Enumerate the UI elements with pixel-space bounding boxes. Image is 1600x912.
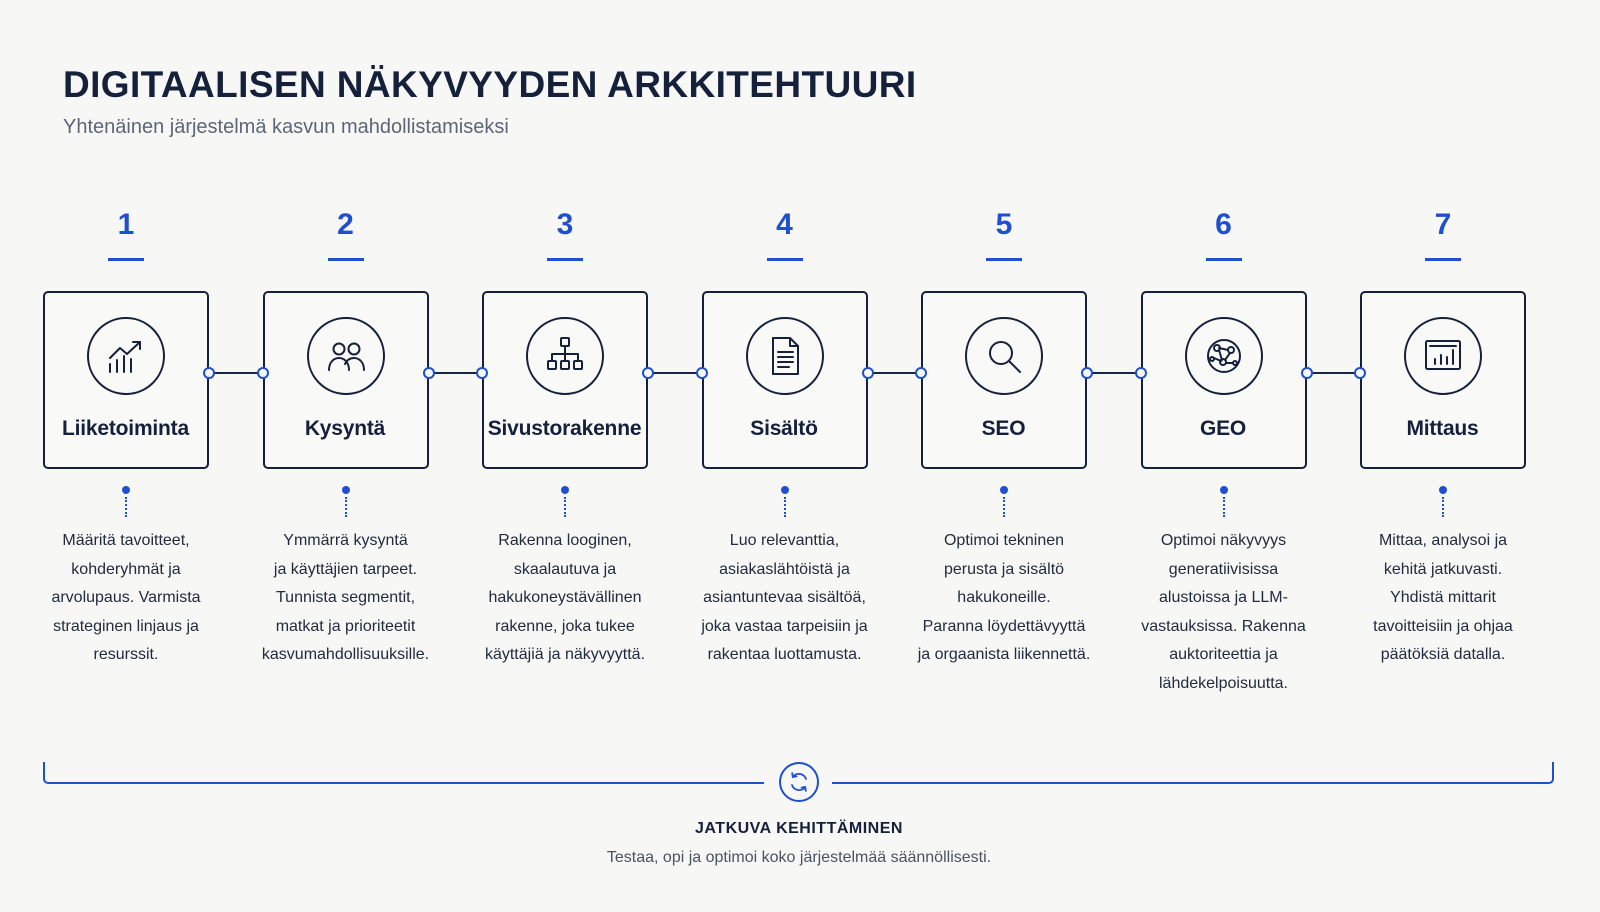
step-card [263, 291, 429, 469]
description-dashed-line [784, 497, 786, 517]
description-line: Luo relevanttia, [729, 532, 840, 549]
step-card [1360, 291, 1526, 469]
step-label: SEO [981, 417, 1026, 440]
description-line: hakukoneystävällinen [488, 589, 642, 606]
description-line: asiantuntevaa sisältöä, [703, 589, 866, 606]
step-number: 4 [776, 208, 793, 241]
description-line: vastauksissa. Rakenna [1141, 617, 1306, 635]
connector-node [915, 367, 927, 379]
description-line: kasvumahdollisuuksille. [261, 646, 430, 663]
step-number-underline [1425, 258, 1461, 261]
step-label: Kysyntä [304, 417, 386, 440]
step-number-underline [547, 258, 583, 261]
step-number-underline [986, 258, 1022, 261]
page-title: DIGITAALISEN NÄKYVYYDEN ARKKITEHTUURI [63, 64, 917, 105]
description-dashed-line [1442, 497, 1444, 517]
connector-node [862, 367, 874, 379]
connector-node [1301, 367, 1313, 379]
step-card [921, 291, 1087, 469]
network-globe-icon [1185, 317, 1263, 395]
users-icon [307, 317, 385, 395]
connector-node [642, 367, 654, 379]
description-line: Paranna löydettävyyttä [922, 617, 1086, 635]
description-dot [342, 486, 350, 494]
description-line: arvolupaus. Varmista [51, 589, 201, 606]
description-dot [122, 486, 130, 494]
description-line: skaalautuva ja [513, 560, 617, 578]
step-number: 5 [995, 208, 1013, 241]
step-number-underline [108, 258, 144, 261]
refresh-cycle-icon [779, 762, 819, 802]
step-label: Sisältö [750, 417, 818, 440]
step-number-underline [1206, 258, 1242, 261]
connector-node [476, 367, 488, 379]
step-description [1348, 527, 1538, 670]
description-line: perusta ja sisältö [943, 560, 1065, 578]
connector-node [257, 367, 269, 379]
description-dot [1220, 486, 1228, 494]
step-description [470, 527, 660, 670]
step-connector [1087, 372, 1141, 374]
step-number: 2 [337, 208, 354, 241]
connector-node [203, 367, 215, 379]
step-connector [648, 372, 702, 374]
description-dashed-line [1223, 497, 1225, 517]
description-line: tavoitteisiin ja ohjaa [1373, 617, 1513, 635]
description-line: Rakenna looginen, [498, 532, 632, 549]
step-connector [868, 372, 922, 374]
description-line: Määritä tavoitteet, [62, 532, 190, 549]
footer-title: JATKUVA KEHITTÄMINEN [695, 820, 903, 837]
step-number: 3 [556, 208, 574, 241]
description-line: kohderyhmät ja [71, 560, 181, 578]
step-label: Mittaus [1406, 417, 1479, 440]
description-line: Mittaa, analysoi ja [1378, 532, 1508, 549]
step-number-underline [767, 258, 803, 261]
description-line: auktoriteettia ja [1169, 646, 1278, 663]
description-line: matkat ja prioriteetit [275, 617, 416, 635]
sitemap-icon [526, 317, 604, 395]
description-dashed-line [564, 497, 566, 517]
page-subtitle: Yhtenäinen järjestelmä kasvun mahdollistamiseksi [63, 116, 509, 138]
document-icon [746, 317, 824, 395]
description-dashed-line [1003, 497, 1005, 517]
step-card [702, 291, 868, 469]
description-dashed-line [345, 497, 347, 517]
description-line: joka vastaa tarpeisiin ja [701, 617, 868, 635]
step-label: Sivustorakenne [487, 417, 642, 440]
step-description [1129, 527, 1319, 698]
step-number: 7 [1434, 208, 1452, 241]
step-connector [209, 372, 263, 374]
description-line: päätöksiä datalla. [1380, 646, 1506, 663]
description-dot [781, 486, 789, 494]
description-dashed-line [125, 497, 127, 517]
description-line: ja orgaanista liikennettä. [917, 646, 1091, 663]
step-label: Liiketoiminta [62, 417, 189, 440]
step-number: 6 [1215, 208, 1232, 241]
description-line: Ymmärrä kysyntä [283, 532, 408, 549]
search-icon [965, 317, 1043, 395]
description-line: alustoissa ja LLM- [1159, 589, 1288, 606]
step-card [43, 291, 209, 469]
connector-node [696, 367, 708, 379]
step-connector [1307, 372, 1361, 374]
step-card [1141, 291, 1307, 469]
step-connector [429, 372, 483, 374]
description-dot [561, 486, 569, 494]
description-line: Yhdistä mittarit [1390, 589, 1496, 606]
description-dot [1000, 486, 1008, 494]
description-line: strateginen linjaus ja [53, 617, 199, 635]
step-number-underline [328, 258, 364, 261]
description-line: lähdekelpoisuutta. [1159, 674, 1288, 692]
step-description [251, 527, 441, 670]
description-line: rakentaa luottamusta. [707, 646, 862, 663]
connector-node [1135, 367, 1147, 379]
description-line: Tunnista segmentit, [275, 589, 416, 606]
step-description [31, 527, 221, 670]
description-line: asiakaslähtöistä ja [719, 560, 850, 578]
connector-node [1081, 367, 1093, 379]
description-line: ja käyttäjien tarpeet. [273, 560, 418, 578]
connector-node [1354, 367, 1366, 379]
bracket-right [832, 762, 1554, 784]
step-description [909, 527, 1099, 670]
description-line: käyttäjiä ja näkyvyyttä. [484, 646, 646, 663]
footer-text: Testaa, opi ja optimoi koko järjestelmää säännöllisesti. [606, 849, 992, 866]
description-line: rakenne, joka tukee [495, 617, 635, 635]
step-card [482, 291, 648, 469]
step-number: 1 [117, 208, 135, 241]
description-line: Optimoi näkyvyys [1160, 532, 1287, 549]
description-line: resurssit. [93, 646, 159, 663]
description-line: Optimoi tekninen [943, 532, 1065, 549]
description-dot [1439, 486, 1447, 494]
connector-node [423, 367, 435, 379]
dashboard-chart-icon [1404, 317, 1482, 395]
bracket-left [43, 762, 764, 784]
step-label: GEO [1199, 417, 1247, 440]
description-line: generatiivisissa [1168, 560, 1279, 578]
step-description [690, 527, 880, 670]
description-line: kehitä jatkuvasti. [1383, 560, 1503, 578]
growth-chart-icon [87, 317, 165, 395]
description-line: hakukoneille. [957, 589, 1051, 606]
